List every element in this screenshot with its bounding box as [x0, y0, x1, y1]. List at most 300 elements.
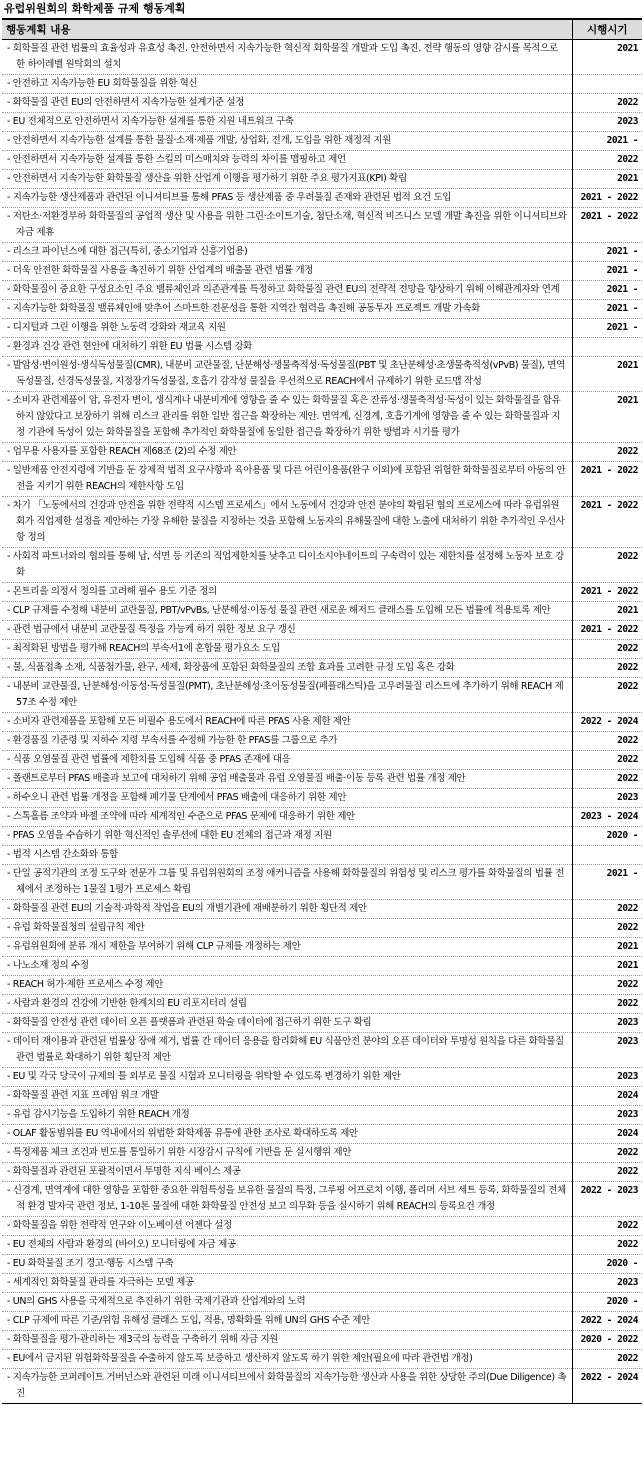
- implementation-period: 2022: [572, 900, 642, 919]
- table-row: [2, 113, 642, 132]
- action-item-label: UN의 GHS 사용을 국제적으로 추진하기 위한 국제기관과 산업계와의 노력: [12, 1296, 306, 1307]
- action-item-text: [2, 300, 572, 319]
- action-item-text: [2, 189, 572, 208]
- implementation-period: 2021: [572, 170, 642, 189]
- bullet-dash: -: [7, 322, 13, 333]
- implementation-period: 2021 - 2022: [572, 583, 642, 602]
- action-item-text: [2, 976, 572, 995]
- bullet-dash: -: [7, 500, 13, 511]
- implementation-period: 2023: [572, 789, 642, 808]
- implementation-period: 2022: [572, 548, 642, 583]
- action-item-label: 하수오니 관련 법률 개정을 포함해 폐기물 단계에서 PFAS 배출에 대응하기 위한 제안: [12, 792, 347, 803]
- action-item-label: 물, 식품접촉 소재, 식품첨가물, 완구, 세제, 화장품에 포함된 화학물질의 조합 효과를 고려한 규정 도입 혹은 강화: [12, 662, 455, 673]
- action-item-label: EU 전체적으로 안전하면서 지속가능한 설계를 통한 지원 네트워크 구축: [12, 116, 294, 127]
- bullet-dash: -: [7, 192, 13, 203]
- implementation-period: 2023: [572, 1033, 642, 1068]
- table-row: [2, 751, 642, 770]
- action-item-text: [2, 659, 572, 678]
- implementation-period: 2022: [572, 151, 642, 170]
- implementation-period: 2020 -: [572, 1293, 642, 1312]
- column-header-action: 행동계획 내용: [2, 19, 572, 40]
- table-row: [2, 640, 642, 659]
- bullet-dash: -: [7, 716, 13, 727]
- bullet-dash: -: [7, 551, 13, 562]
- bullet-dash: -: [7, 1277, 13, 1288]
- table-header-row: [2, 19, 642, 40]
- action-item-label: PFAS 오염을 수습하기 위한 혁신적인 솔루션에 대한 EU 전체의 접근과 재정 지원: [12, 830, 332, 841]
- bullet-dash: -: [7, 792, 13, 803]
- action-item-text: [2, 132, 572, 151]
- implementation-period: 2022: [572, 751, 642, 770]
- implementation-period: 2021 - 2022: [572, 621, 642, 640]
- action-item-text: [2, 640, 572, 659]
- bullet-dash: -: [7, 1071, 13, 1082]
- table-row: [2, 995, 642, 1014]
- action-item-label: 화학물질 관련 지표 프레임 워크 개발: [12, 1090, 159, 1101]
- action-item-text: [2, 497, 572, 548]
- action-item-text: [2, 938, 572, 957]
- bullet-dash: -: [7, 979, 13, 990]
- implementation-period: 2022: [572, 678, 642, 713]
- action-item-label: 최적화된 방법을 평가해 REACH의 부속서1에 혼합물 평가요소 도입: [12, 643, 280, 654]
- implementation-period: 2023: [572, 1068, 642, 1087]
- action-item-text: [2, 170, 572, 189]
- table-row: [2, 548, 642, 583]
- action-item-label: 안전하고 지속가능한 EU 회학물질을 위한 혁신: [12, 78, 198, 89]
- action-item-label: 데이터 재이용과 관련된 법률상 장애 제거, 법률 간 데이터 응용을 합리화해 EU 식품안전 분야의 오픈 데이터와 투명성 원칙을 다른 화학물질 관련 법률로 확대하기 위한 횡단적 제안: [12, 1036, 564, 1063]
- implementation-period: 2022 - 2023: [572, 1182, 642, 1217]
- table-row: [2, 770, 642, 789]
- action-item-label: 신경계, 면역계에 대한 영향을 포함한 중요한 위험특성을 보유한 물질의 특정, 그루핑 어프로치 이행, 폴리머 서브 세트 등록. 화학물질의 전체적 환경 발자국 관련 정보, 1-10톤 물질에 대한 화학물질 안전성 보고 의무화 등을 실시하기 위해 REACH의 등록요건 개정: [12, 1185, 566, 1212]
- implementation-period: 2023 - 2024: [572, 808, 642, 827]
- table-row: [2, 338, 642, 357]
- action-item-label: CLP 규제에 따른 기준/위험 유해성 클래스 도입, 적용, 명확화를 위해 UN의 GHS 수준 제안: [12, 1315, 370, 1326]
- bullet-dash: -: [7, 1090, 13, 1101]
- action-item-text: [2, 919, 572, 938]
- action-item-text: [2, 1144, 572, 1163]
- action-item-label: 관련 법규에서 내분비 교란물질 특정을 가능케 하기 위한 정보 요구 갱신: [12, 624, 296, 635]
- implementation-period: 2022 - 2024: [572, 1312, 642, 1331]
- action-item-label: 스톡홀름 조약과 바젤 조약에 따라 세계적인 수준으로 PFAS 문제에 대응하기 위한 제안: [12, 811, 355, 822]
- action-item-label: 화학물질을 평가·관리하는 제3국의 능력을 구축하기 위해 자금 지원: [12, 1334, 279, 1345]
- table-row: [2, 208, 642, 243]
- table-row: [2, 300, 642, 319]
- bullet-dash: -: [7, 465, 13, 476]
- action-item-text: [2, 338, 572, 357]
- table-row: [2, 1125, 642, 1144]
- action-item-label: 유럽 감시기능을 도입하기 위한 REACH 개정: [12, 1109, 190, 1120]
- bullet-dash: -: [7, 1036, 13, 1047]
- action-item-label: 내분비 교란물질, 난분해성·이동성·독성물질(PMT), 초난분해성·초이동성물질(페플래스틱)을 고우려물질 리스트에 추가하기 위해 REACH 제57조 수정 제안: [12, 681, 564, 708]
- table-row: [2, 976, 642, 995]
- action-item-text: [2, 1068, 572, 1087]
- table-row: [2, 1312, 642, 1331]
- table-row: [2, 357, 642, 392]
- bullet-dash: -: [7, 1128, 13, 1139]
- bullet-dash: -: [7, 735, 13, 746]
- action-item-text: [2, 151, 572, 170]
- implementation-period: 2022 - 2024: [572, 713, 642, 732]
- implementation-period: 2022: [572, 919, 642, 938]
- action-item-text: [2, 770, 572, 789]
- implementation-period: 2021 - 2022: [572, 462, 642, 497]
- bullet-dash: -: [7, 265, 13, 276]
- bullet-dash: -: [7, 922, 13, 933]
- table-row: [2, 392, 642, 443]
- table-row: [2, 808, 642, 827]
- action-item-label: 저탄소·저환경부하 화학물질의 공업적 생산 및 사용을 위한 그린·소이트기술, 첨단소재, 혁신적 비즈니스 모델 개발 촉진을 위한 이니셔티브와 자금 제휴: [12, 211, 567, 238]
- bullet-dash: -: [7, 754, 13, 765]
- implementation-period: 2021 -: [572, 865, 642, 900]
- table-row: [2, 94, 642, 113]
- action-item-text: [2, 1331, 572, 1350]
- implementation-period: 2020 -: [572, 1255, 642, 1274]
- implementation-period: 2021: [572, 40, 642, 75]
- action-item-label: 폴랜트로부터 PFAS 배출과 보고에 대처하기 위해 공업 배출물과 유럽 오염물질 배출·이동 등록 관련 법률 개정 제안: [12, 773, 466, 784]
- bullet-dash: -: [7, 97, 13, 108]
- bullet-dash: -: [7, 941, 13, 952]
- bullet-dash: -: [7, 830, 13, 841]
- action-item-label: 디지털과 그린 이행을 위한 노동력 강화와 재교육 지원: [12, 322, 226, 333]
- action-item-text: [2, 443, 572, 462]
- implementation-period: 2022: [572, 94, 642, 113]
- bullet-dash: -: [7, 643, 13, 654]
- bullet-dash: -: [7, 116, 13, 127]
- action-item-label: 특정제품 체크 조건과 빈도를 통일하기 위한 시장감시 규칙에 기반을 둔 실시행위 제안: [12, 1147, 352, 1158]
- action-item-text: [2, 789, 572, 808]
- table-row: [2, 189, 642, 208]
- table-row: [2, 900, 642, 919]
- action-item-label: 소비자 관련제품이 암, 유전자 변이, 생식계나 내분비계에 영향을 줄 수 있는 화학물질 혹은 잔류성·생물축적성·독성이 있는 화학물질을 함유하지 않았다고 보장하기 위해 리스크 관리를 위한 일반 접근을 확장하는 제안. 면역계, 신경계, 호흡기계에 영향을 줄 수 있는 화학물질과 지정 기관에 독성이 있는 화학물질을 포함해 추가적인 화학물질에 동일한 접근을 확장하기 위한 방법과 시기를 평가: [12, 395, 561, 438]
- action-item-label: 사람과 환경의 건강에 기반한 한계치의 EU 리포지터리 설립: [12, 998, 247, 1009]
- table-row: [2, 497, 642, 548]
- action-item-text: [2, 262, 572, 281]
- column-header-year: 시행시기: [572, 19, 642, 40]
- table-row: [2, 170, 642, 189]
- action-item-text: [2, 1255, 572, 1274]
- action-item-text: [2, 900, 572, 919]
- bullet-dash: -: [7, 662, 13, 673]
- action-item-text: [2, 1350, 572, 1369]
- implementation-period: 2022 - 2024: [572, 1369, 642, 1404]
- implementation-period: 2022: [572, 995, 642, 1014]
- table-row: [2, 243, 642, 262]
- table-row: [2, 732, 642, 751]
- implementation-period: [572, 338, 642, 357]
- implementation-period: 2021: [572, 602, 642, 621]
- bullet-dash: -: [7, 1147, 13, 1158]
- bullet-dash: -: [7, 624, 13, 635]
- bullet-dash: -: [7, 1185, 13, 1196]
- action-item-label: 몬트리올 의정서 정의를 고려해 필수 용도 기준 정의: [12, 586, 217, 597]
- implementation-period: 2022: [572, 770, 642, 789]
- bullet-dash: -: [7, 341, 13, 352]
- action-item-text: [2, 732, 572, 751]
- implementation-period: 2021 -: [572, 262, 642, 281]
- implementation-period: 2021 - 2022: [572, 208, 642, 243]
- bullet-dash: -: [7, 1296, 13, 1307]
- table-row: [2, 1182, 642, 1217]
- action-item-label: 안전하면서 지속가능한 설계를 통한 물질·소재·제품 개발, 상업화, 전개, 도입을 위한 재정적 지원: [12, 135, 391, 146]
- bullet-dash: -: [7, 1315, 13, 1326]
- implementation-period: 2022: [572, 1350, 642, 1369]
- action-item-label: 지속가능한 코퍼레이트 거버넌스와 관련된 미래 이니셔티브에서 화학물질의 지속가능한 생산과 사용을 위한 상당한 주의(Due Diligence) 촉진: [12, 1372, 567, 1399]
- action-item-label: EU 전체의 사람과 환경의 (바이오) 모니터링에 자금 제공: [12, 1239, 236, 1250]
- bullet-dash: -: [7, 1017, 13, 1028]
- bullet-dash: -: [7, 773, 13, 784]
- table-row: [2, 1293, 642, 1312]
- action-item-text: [2, 995, 572, 1014]
- action-item-label: 환경품질 기준령 및 지하수 지령 부속서를 수정해 가능한 한 PFAS를 그룹으로 추가: [12, 735, 338, 746]
- action-item-label: 환경과 건강 관련 현안에 대처하기 위한 EU 법률 시스템 강화: [12, 341, 253, 352]
- bullet-dash: -: [7, 173, 13, 184]
- bullet-dash: -: [7, 211, 13, 222]
- implementation-period: 2020 - 2022: [572, 1331, 642, 1350]
- action-item-label: 더욱 안전한 화학물질 사용을 촉진하기 위한 산업계의 배출물 관련 법률 개정: [12, 265, 314, 276]
- action-item-text: [2, 957, 572, 976]
- table-row: [2, 1331, 642, 1350]
- table-row: [2, 40, 642, 75]
- implementation-period: 2021: [572, 957, 642, 976]
- bullet-dash: -: [7, 998, 13, 1009]
- action-item-text: [2, 113, 572, 132]
- action-item-label: 차기 「노동에서의 건강과 안전을 위한 전략적 시스템 프로세스」에서 노동에서 건강과 안전 분야의 확립된 협의 프로세스에 따라 유럽위원회가 직업제한 설정을 제안하는 가장 유해한 물질을 지정하는 것을 포함해 노동자의 유해물질에 대한 노출에 대처하기 위한 추가적인 우선사항 정의: [12, 500, 565, 543]
- action-item-text: [2, 808, 572, 827]
- action-item-text: [2, 751, 572, 770]
- table-row: [2, 75, 642, 94]
- table-row: [2, 1087, 642, 1106]
- action-item-label: 사회적 파트너와의 협의를 통해 납, 석면 등 기존의 직업제한치를 낮추고 디이소시아네이트의 구속력이 있는 제한치를 설정해 노동자 보호 강화: [12, 551, 564, 578]
- action-item-label: OLAF 활동범위를 EU 역내에서의 위법한 화학제품 유통에 관한 조사로 확대하도록 제안: [12, 1128, 358, 1139]
- implementation-period: 2024: [572, 1125, 642, 1144]
- action-item-label: 발암성·변이원성·생식독성물질(CMR), 내분비 교란물질, 난분해성·생물축적성·독성물질(PBT 및 초난분해성·초생물축적성(vPvB) 물질), 면역독성물질, 신경독성물질, 지정장기독성물질, 호흡기 감작성 물질을 우선적으로 REACH에서 규제하기 위한 로드맵 작성: [12, 360, 565, 387]
- action-item-label: 화학물질 관련 EU의 기술적·과학적 작업을 EU의 개별기관에 재배분하기 위한 횡단적 제안: [12, 903, 367, 914]
- action-item-text: [2, 865, 572, 900]
- action-item-text: [2, 602, 572, 621]
- bullet-dash: -: [7, 1353, 13, 1364]
- implementation-period: 2021 -: [572, 243, 642, 262]
- action-item-label: REACH 허가·제한 프로세스 수정 제안: [12, 979, 163, 990]
- action-item-label: 세계적인 화학물질 관리를 자극하는 모델 제공: [12, 1277, 194, 1288]
- action-item-text: [2, 75, 572, 94]
- action-item-text: [2, 583, 572, 602]
- action-item-label: 유럽위원회에 분류 개시 제한을 부여하기 위해 CLP 규제를 개정하는 제안: [12, 941, 301, 952]
- implementation-period: 2022: [572, 976, 642, 995]
- action-item-label: 나노소재 정의 수정: [12, 960, 89, 971]
- table-row: [2, 281, 642, 300]
- table-row: [2, 865, 642, 900]
- bullet-dash: -: [7, 1372, 13, 1383]
- table-row: [2, 621, 642, 640]
- action-item-label: 화학물질과 관련된 포괄적이면서 투명한 지식 베이스 제공: [12, 1166, 241, 1177]
- table-row: [2, 462, 642, 497]
- table-row: [2, 151, 642, 170]
- bullet-dash: -: [7, 135, 13, 146]
- bullet-dash: -: [7, 903, 13, 914]
- implementation-period: 2022: [572, 443, 642, 462]
- action-plan-table: [2, 18, 642, 1404]
- implementation-period: 2021 -: [572, 319, 642, 338]
- action-item-text: [2, 1236, 572, 1255]
- implementation-period: [572, 846, 642, 865]
- implementation-period: 2023: [572, 1106, 642, 1125]
- action-item-label: EU 및 각국 당국이 규제의 틀 외부로 물질 시험과 모니터링을 위탁할 수 있도록 변경하기 위한 제안: [12, 1071, 401, 1082]
- bullet-dash: -: [7, 446, 13, 457]
- action-item-text: [2, 1274, 572, 1293]
- bullet-dash: -: [7, 1220, 13, 1231]
- action-item-text: [2, 1182, 572, 1217]
- bullet-dash: -: [7, 1334, 13, 1345]
- table-row: [2, 262, 642, 281]
- action-item-text: [2, 846, 572, 865]
- table-row: [2, 583, 642, 602]
- table-row: [2, 1255, 642, 1274]
- table-row: [2, 1350, 642, 1369]
- action-item-text: [2, 319, 572, 338]
- bullet-dash: -: [7, 1258, 13, 1269]
- implementation-period: 2023: [572, 1274, 642, 1293]
- implementation-period: 2021 -: [572, 300, 642, 319]
- implementation-period: 2022: [572, 659, 642, 678]
- bullet-dash: -: [7, 360, 13, 371]
- table-row: [2, 602, 642, 621]
- bullet-dash: -: [7, 284, 13, 295]
- implementation-period: 2023: [572, 113, 642, 132]
- bullet-dash: -: [7, 849, 13, 860]
- bullet-dash: -: [7, 78, 13, 89]
- action-item-label: 회학물질 관련 법률의 효율성과 유효성 촉진. 안전하면서 지속가능한 혁신적 회학물질 개발과 도입 촉진. 전략 행동의 영향 감시를 목적으로 한 하이레벨 원탁회의 설치: [12, 43, 558, 70]
- action-item-label: 일반제품 안전지령에 기반을 둔 강제적 법적 요구사항과 육아용품 및 다른 어린이용품(완구 이외)에 포함된 위험한 화학물질로부터 아동의 안전을 지키기 위한 REACH의 제한사항 도입: [12, 465, 566, 492]
- table-row: [2, 1068, 642, 1087]
- action-item-text: [2, 1106, 572, 1125]
- page-title: 유럽위원회의 화학제품 규제 행동계획: [4, 2, 186, 15]
- action-item-label: 화학물질이 중요한 구성요소인 주요 밸류체인과 의존관계를 특정하고 화학물질 관련 EU의 전략적 전망을 향상하기 위해 이해관계자와 연계: [12, 284, 560, 295]
- table-row: [2, 678, 642, 713]
- action-item-text: [2, 281, 572, 300]
- implementation-period: 2021: [572, 357, 642, 392]
- table-row: [2, 659, 642, 678]
- implementation-period: 2021 - 2022: [572, 497, 642, 548]
- action-item-label: 법적 시스템 간소화와 통합: [12, 849, 118, 860]
- action-item-label: 식품 오염물질 관련 법률에 제한치를 도입해 식품 중 PFAS 존재에 대응: [12, 754, 291, 765]
- action-item-label: EU에서 금지된 위험화학물질을 수출하지 않도록 보증하고 생산하지 않도록 하기 위한 제안(필요에 따라 관련법 개정): [12, 1353, 473, 1364]
- action-item-text: [2, 1217, 572, 1236]
- action-item-text: [2, 1312, 572, 1331]
- table-row: [2, 827, 642, 846]
- action-item-text: [2, 1125, 572, 1144]
- action-item-text: [2, 1293, 572, 1312]
- implementation-period: 2022: [572, 1163, 642, 1182]
- action-item-label: CLP 규제를 수정해 내분비 교란물질, PBT/vPvBs, 난분해성·이동성 물질 관련 새로운 해저드 클래스를 도입해 모든 법률에 적용토록 제안: [12, 605, 551, 616]
- table-row: [2, 1236, 642, 1255]
- action-item-text: [2, 462, 572, 497]
- table-row: [2, 319, 642, 338]
- action-item-text: [2, 243, 572, 262]
- action-item-text: [2, 94, 572, 113]
- bullet-dash: -: [7, 1166, 13, 1177]
- action-item-text: [2, 621, 572, 640]
- implementation-period: 2022: [572, 640, 642, 659]
- table-row: [2, 132, 642, 151]
- implementation-period: [572, 75, 642, 94]
- action-item-text: [2, 713, 572, 732]
- implementation-period: 2022: [572, 1144, 642, 1163]
- action-item-label: 화학물질 안전성 관련 데이터 오픈 플랫폼과 관련된 학술 데이터에 접근하기 위한 도구 확립: [12, 1017, 372, 1028]
- action-item-text: [2, 1087, 572, 1106]
- action-item-label: 유럽 화학물질청의 설립규칙 제안: [12, 922, 145, 933]
- action-item-text: [2, 548, 572, 583]
- bullet-dash: -: [7, 605, 13, 616]
- action-item-text: [2, 1014, 572, 1033]
- table-row: [2, 846, 642, 865]
- implementation-period: 2020 -: [572, 827, 642, 846]
- bullet-dash: -: [7, 811, 13, 822]
- action-item-text: [2, 392, 572, 443]
- bullet-dash: -: [7, 303, 13, 314]
- table-row: [2, 1274, 642, 1293]
- table-row: [2, 1217, 642, 1236]
- action-item-text: [2, 40, 572, 75]
- implementation-period: 2021 -: [572, 132, 642, 151]
- table-row: [2, 1106, 642, 1125]
- table-row: [2, 713, 642, 732]
- bullet-dash: -: [7, 1109, 13, 1120]
- bullet-dash: -: [7, 586, 13, 597]
- action-item-label: 지속가능한 화학물질 밸류체인에 맞추어 스마트한 전문성을 통한 지역간 협력을 촉진해 공동투자 프로젝트 개발 가속화: [12, 303, 480, 314]
- action-item-label: 화학물질 관련 EU의 안전하면서 지속가능한 설계기준 설정: [12, 97, 245, 108]
- table-row: [2, 443, 642, 462]
- action-item-label: 단일 공적기관의 조정 도구와 전문가 그룹 및 유럽위원회의 조정 애커니즘을 사용해 화학물질의 위험성 및 리스크 평가를 화학물질의 법률 전체에서 조정하는 1물질 1평가 프로세스 확립: [12, 868, 564, 895]
- bullet-dash: -: [7, 960, 13, 971]
- bullet-dash: -: [7, 246, 13, 257]
- table-row: [2, 1369, 642, 1404]
- action-item-text: [2, 208, 572, 243]
- action-item-text: [2, 357, 572, 392]
- bullet-dash: -: [7, 868, 13, 879]
- table-row: [2, 957, 642, 976]
- table-row: [2, 938, 642, 957]
- action-item-label: 안전하면서 지속가능한 설계를 통한 스킬의 미스매치와 능력의 차이를 맵핑하고 제언: [12, 154, 346, 165]
- action-item-label: 소비자 관련제품을 포함해 모든 비필수 용도에서 REACH에 따른 PFAS 사용 제한 제안: [12, 716, 351, 727]
- implementation-period: 2021 - 2022: [572, 189, 642, 208]
- bullet-dash: -: [7, 154, 13, 165]
- action-item-label: 리스크 파이넌스에 대한 접근(특히, 중소기업과 신흥기업용): [12, 246, 248, 257]
- action-item-text: [2, 1033, 572, 1068]
- implementation-period: 2021 -: [572, 281, 642, 300]
- action-item-text: [2, 678, 572, 713]
- implementation-period: 2022: [572, 1217, 642, 1236]
- action-item-label: 지속가능한 생산제품과 관련된 이니셔티브를 통해 PFAS 등 생산제품 중 우려물질 존재와 관련된 법적 요건 도입: [12, 192, 452, 203]
- table-row: [2, 789, 642, 808]
- implementation-period: 2023: [572, 1014, 642, 1033]
- action-item-text: [2, 1369, 572, 1404]
- implementation-period: 2021: [572, 392, 642, 443]
- implementation-period: 2022: [572, 732, 642, 751]
- bullet-dash: -: [7, 43, 13, 54]
- bullet-dash: -: [7, 395, 13, 406]
- table-row: [2, 1014, 642, 1033]
- action-item-label: EU 화학물질 조기 경고·행동 시스템 구축: [12, 1258, 174, 1269]
- bullet-dash: -: [7, 681, 13, 692]
- table-row: [2, 1033, 642, 1068]
- implementation-period: 2024: [572, 1087, 642, 1106]
- action-item-text: [2, 1163, 572, 1182]
- implementation-period: 2022: [572, 1236, 642, 1255]
- action-item-label: 안전하면서 지속가능한 화학물질 생산을 위한 산업계 이행을 평가하기 위한 주요 평가지표(KPI) 확립: [12, 173, 407, 184]
- table-row: [2, 1163, 642, 1182]
- table-row: [2, 919, 642, 938]
- table-row: [2, 1144, 642, 1163]
